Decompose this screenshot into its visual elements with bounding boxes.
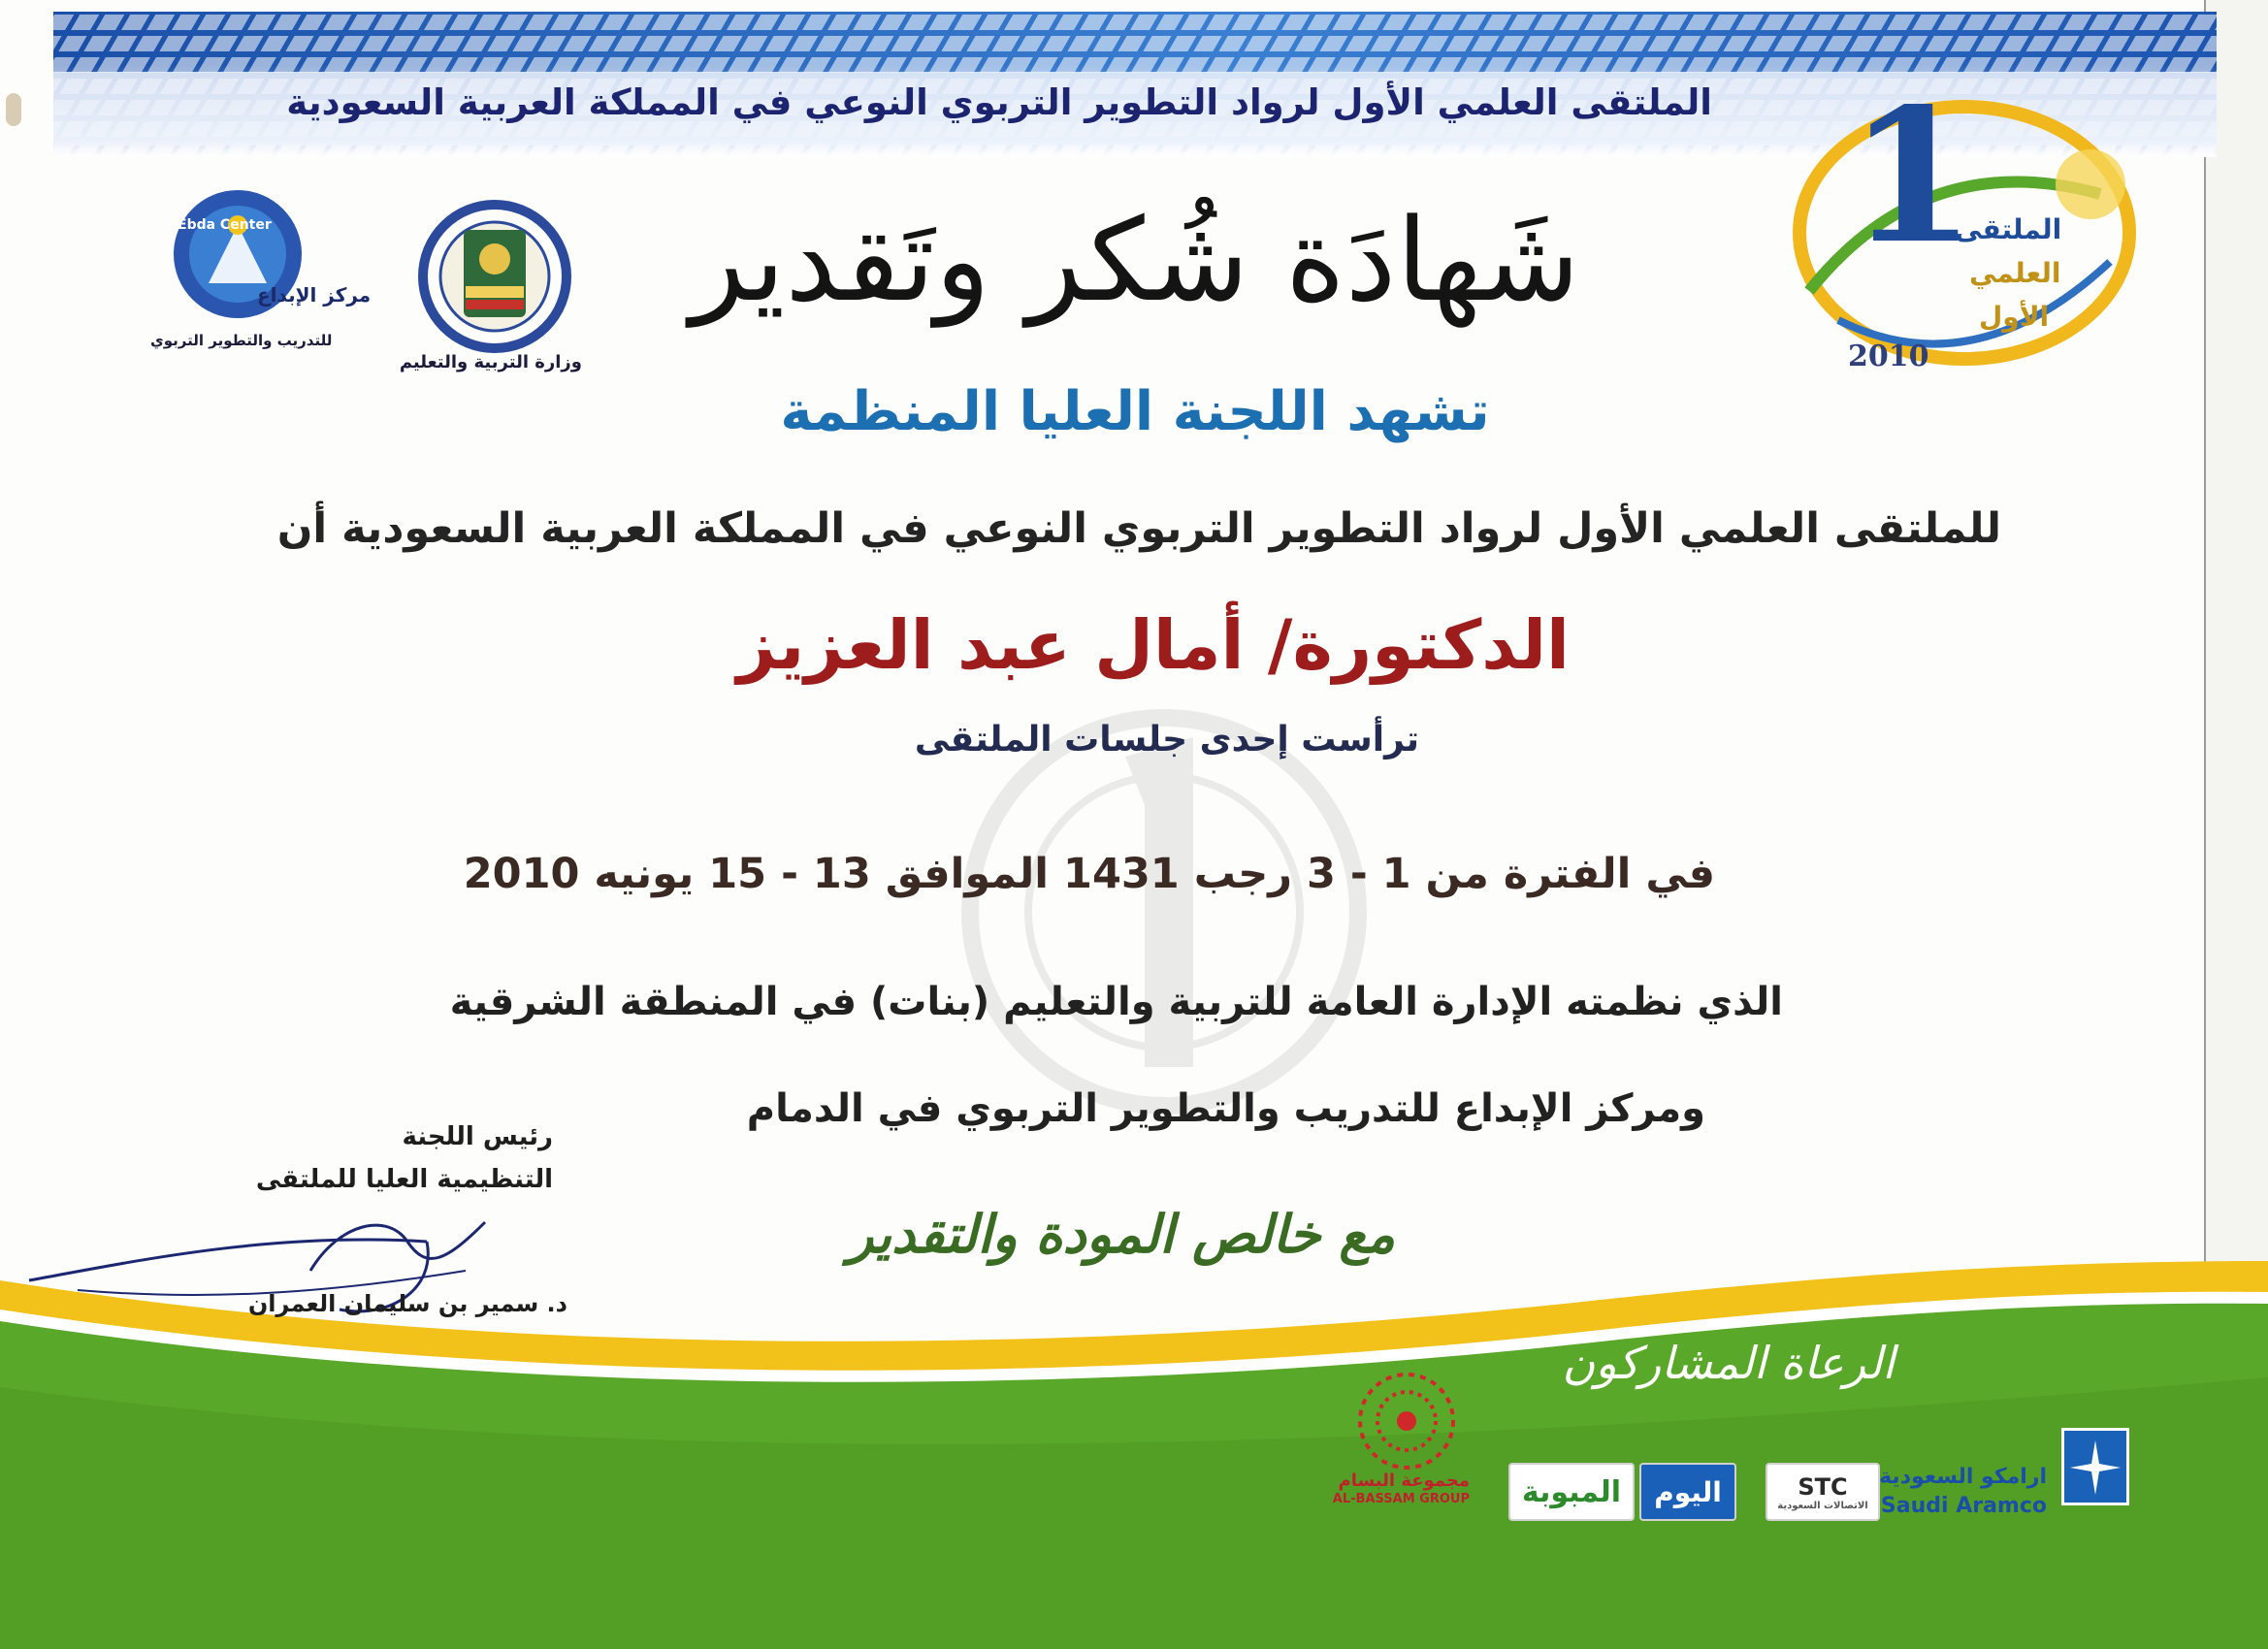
aramco-star-logo (2061, 1428, 2129, 1505)
al-bassam-arabic-name: مجموعة البسام (1338, 1471, 1470, 1491)
ebda-arabic-name: مركز الإبداع (257, 283, 372, 307)
forum-badge-line2: العلمي (1969, 257, 2061, 289)
closing-greeting: مع خالص المودة والتقدير (848, 1203, 1395, 1265)
alyaum-logo: اليوم (1639, 1463, 1736, 1521)
almobawaba-logo: المبوبة (1508, 1463, 1635, 1521)
signatory-title-line-1: رئيس اللجنة (402, 1122, 553, 1151)
forum-badge-logo (1780, 68, 2139, 388)
forum-intro-line: للملتقى العلمي الأول لرواد التطوير التربوي النوعي في المملكة العربية السعودية أن (276, 504, 2001, 553)
signatory-title (223, 1116, 553, 1201)
aramco-arabic-name: ارامكو السعودية (1879, 1465, 2047, 1489)
ministry-caption: وزارة التربية والتعليم (399, 352, 582, 372)
forum-badge-number: 1 (1848, 68, 1977, 284)
forum-badge-line1: الملتقى (1955, 213, 2062, 245)
al-bassam-logo (1332, 1368, 1470, 1513)
stc-arabic-name: الاتصالات السعودية (1777, 1500, 1868, 1511)
forum-badge-line3: الأول (1979, 301, 2050, 333)
ebda-caption: للتدريب والتطوير التربوي (150, 332, 333, 349)
al-bassam-emblem (1344, 1368, 1470, 1474)
stc-name: STC (1798, 1472, 1848, 1501)
ebda-english-name: Ebda Center (178, 217, 272, 233)
ministry-emblem (407, 199, 582, 354)
ministry-logo (399, 199, 582, 383)
forum-badge-year: 2010 (1848, 340, 1929, 373)
banner-title: الملتقى العلمي الأول لرواد التطوير التربوي النوعي في المملكة العربية السعودية (286, 81, 1712, 123)
al-bassam-english-name: AL-BASSAM GROUP (1332, 1492, 1470, 1506)
certificate-title: شَهادَة شُكر وتَقدير (690, 193, 1580, 327)
ebda-center-logo (141, 186, 372, 356)
ebda-emblem (141, 186, 335, 332)
signatory-name: د. سمير بن سليمان العمران (247, 1290, 567, 1317)
signatory-title-line-2: التنظيمية العليا للملتقى (255, 1165, 553, 1195)
saudi-aramco-wordmark (1879, 1465, 2047, 1523)
recipient-name: الدكتورة/ أمال عبد العزيز (736, 605, 1570, 685)
recipient-role: ترأست إحدى جلسات الملتقى (914, 720, 1419, 760)
committee-line: تشهد اللجنة العليا المنظمة (780, 380, 1490, 443)
event-period: في الفترة من 1 - 3 رجب 1431 الموافق 13 - 15 يونيه 2010 (463, 850, 1715, 898)
organizer-line-2: ومركز الإبداع للتدريب والتطوير التربوي في الدمام (746, 1086, 1705, 1131)
organizer-line-1: الذي نظمته الإدارة العامة للتربية والتعليم (بنات) في المنطقة الشرقية (449, 980, 1783, 1024)
handwritten-signature (19, 1203, 563, 1339)
paper-stain (6, 93, 21, 126)
sponsors-label: الرعاة المشاركون (1562, 1337, 1895, 1389)
stc-logo (1766, 1463, 1880, 1521)
forum-watermark (873, 698, 1455, 1125)
aramco-star-icon (2064, 1431, 2126, 1503)
aramco-english-name: Saudi Aramco (1880, 1494, 2047, 1518)
